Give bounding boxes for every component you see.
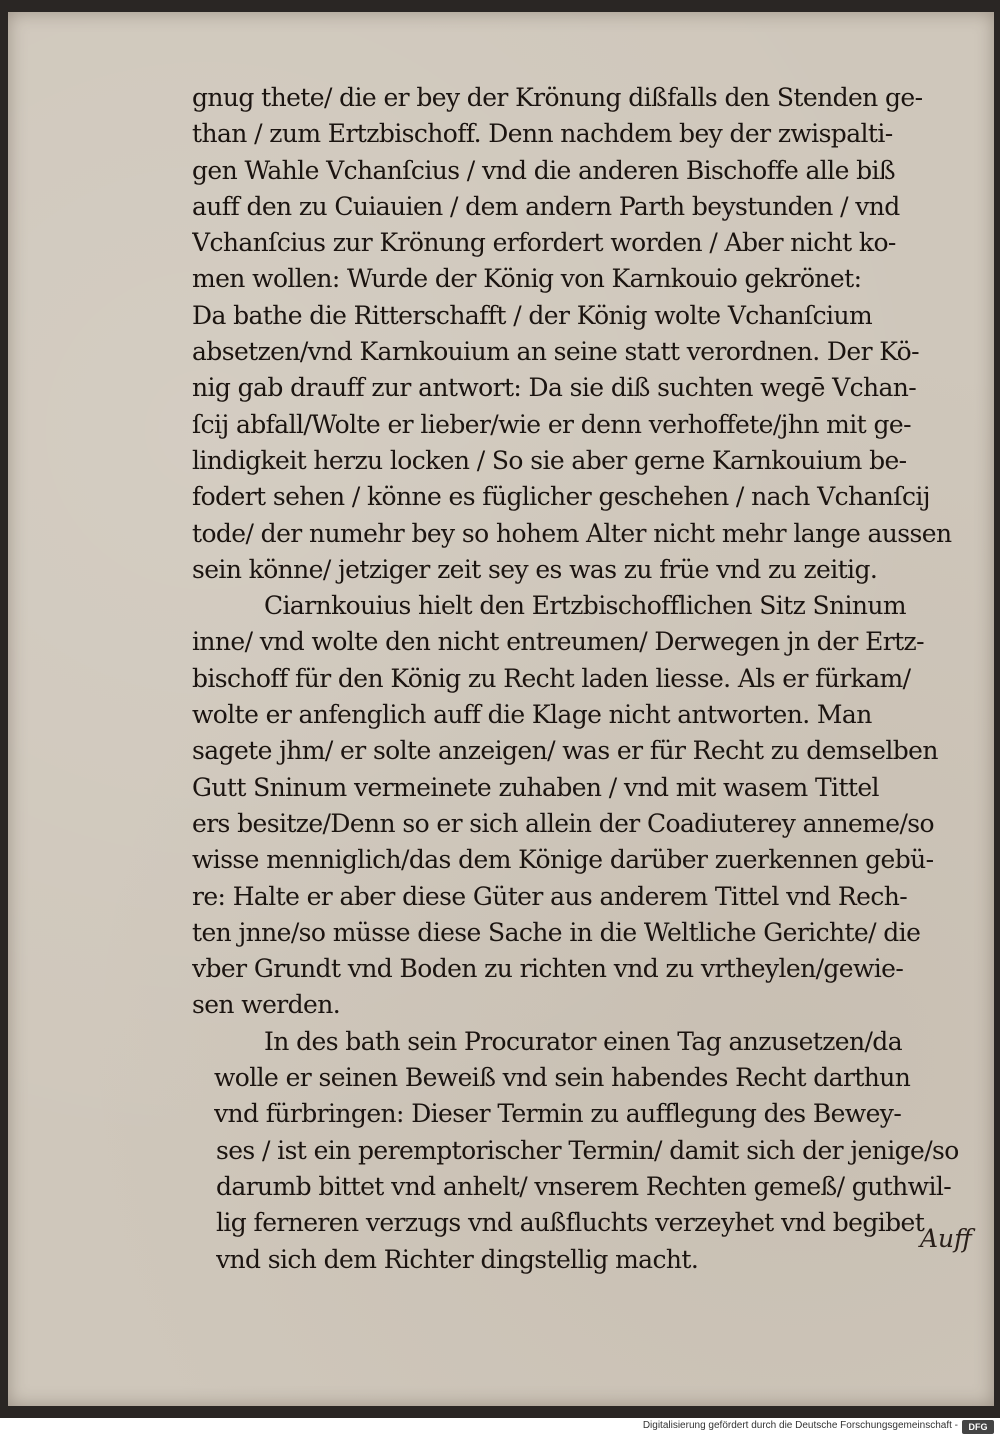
text-line: vber Grundt vnd Boden zu richten vnd zu vrtheylen/gewie- [192, 954, 904, 984]
text-line: wolte er anfenglich auff die Klage nicht antworten. Man [192, 700, 872, 730]
text-line: auff den zu Cuiauien / dem andern Parth beystunden / vnd [192, 191, 900, 221]
text-line: sen werden. [192, 990, 341, 1020]
text-line: Vchanſcius zur Krönung erfordert worden / Aber nicht ko- [192, 228, 896, 258]
paragraph-start-line: Ciarnkouius hielt den Ertzbischofflichen Sitz Sninum [264, 591, 907, 621]
text-line: absetzen/vnd Karnkouium an seine statt verordnen. Der Kö- [192, 337, 919, 367]
text-line: re: Halte er aber diese Güter aus anderem Tittel vnd Rech- [192, 881, 908, 911]
text-line: bischoff für den König zu Recht laden liesse. Als er fürkam/ [192, 663, 911, 693]
text-line: Gutt Sninum vermeinete zuhaben / vnd mit wasem Tittel [192, 772, 879, 802]
text-line: gnug thete/ die er bey der Krönung dißfalls den Stenden ge- [192, 83, 923, 112]
text-line: sagete jhm/ er solte anzeigen/ was er für Recht zu demselben [192, 736, 938, 766]
text-line: ten jnne/so müsse diese Sache in die Weltliche Gerichte/ die [192, 917, 921, 947]
text-line: sein könne/ jetziger zeit sey es was zu früe vnd zu zeitig. [192, 554, 878, 584]
text-line: wolle er seinen Beweiß vnd sein habendes Recht darthun [214, 1063, 911, 1093]
text-line: darumb bittet vnd anhelt/ vnserem Rechten gemeß/ guthwil- [216, 1171, 952, 1201]
text-line: wisse menniglich/das dem Könige darüber zuerkennen gebü- [192, 845, 934, 875]
text-line: fodert sehen / könne es füglicher geschehen / nach Vchanſcij [192, 482, 930, 512]
text-line: vnd fürbringen: Dieser Termin zu aufflegung des Bewey- [214, 1099, 902, 1129]
text-line: inne/ vnd wolte den nicht entreumen/ Derwegen jn der Ertz- [192, 627, 924, 657]
text-line: than / zum Ertzbischoff. Denn nachdem bey der zwispalti- [192, 119, 893, 149]
funding-credit: Digitalisierung gefördert durch die Deutsche Forschungsgemeinschaft - [642, 1420, 958, 1431]
paragraph-start-line: In des bath sein Procurator einen Tag anzusetzen/da [264, 1026, 903, 1056]
text-line: ses / ist ein peremptorischer Termin/ damit sich der jenige/so [216, 1135, 959, 1165]
text-line: Da bathe die Ritterschafft / der König wolte Vchanſcium [192, 300, 873, 330]
footer-bar [0, 1418, 1000, 1437]
text-line: gen Wahle Vchanſcius / vnd die anderen Bischoffe alle biß [192, 155, 896, 185]
page-text [192, 80, 972, 1278]
catchword: Auff [920, 1224, 972, 1253]
text-line: lindigkeit herzu locken / So sie aber gerne Karnkouium be- [192, 445, 907, 475]
text-line: men wollen: Wurde der König von Karnkouio gekrönet: [192, 264, 862, 294]
text-line: lig ferneren verzugs vnd außfluchts verzeyhet vnd begibet [216, 1208, 925, 1238]
text-line: tode/ der numehr bey so hohem Alter nicht mehr lange aussen [192, 518, 952, 548]
dfg-logo-icon: DFG [962, 1420, 994, 1434]
book-page [8, 12, 994, 1406]
text-line: ſcij abfall/Wolte er lieber/wie er denn verhoffete/jhn mit ge- [192, 409, 911, 439]
text-line: nig gab drauff zur antwort: Da sie diß suchten wegē Vchan- [192, 373, 917, 403]
text-line: ers besitze/Denn so er sich allein der Coadiuterey anneme/so [192, 808, 934, 838]
text-line: vnd sich dem Richter dingstellig macht. [216, 1244, 699, 1274]
